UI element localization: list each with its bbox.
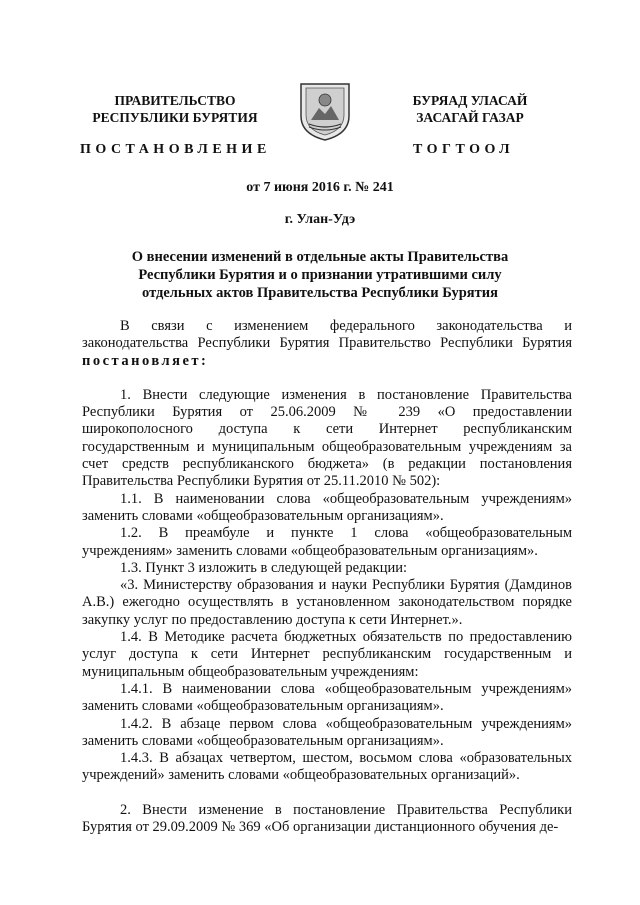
document-title bbox=[100, 248, 540, 302]
clause-2: 2. Внести изменение в постановление Правительства Республики Бурятия от 29.09.2009 № 369 «Об организации дистанционного обучения де- bbox=[82, 801, 572, 836]
clause-1-4: 1.4. В Методике расчета бюджетных обязательств по предоставлению услуг доступа к сети Интернет республиканским государственным и муниципальным общеобразовательным учреждениям: bbox=[82, 629, 572, 680]
coat-of-arms-icon bbox=[297, 80, 353, 142]
clause-1-1: 1.1. В наименовании слова «общеобразовательным учреждениям» заменить словами «общеобразовательным организациям». bbox=[82, 490, 572, 524]
preamble bbox=[82, 318, 572, 370]
clause-1-3: 1.3. Пункт 3 изложить в следующей редакции: bbox=[120, 559, 408, 576]
preamble-text: В связи с изменением федерального законодательства и законодательства Республики Бурятия Правительство Республики Бурятия bbox=[82, 318, 572, 352]
issuer-bua-line2: ЗАСАГАЙ ГАЗАР bbox=[416, 110, 524, 125]
doc-type-ru: ПОСТАНОВЛЕНИЕ bbox=[80, 142, 271, 157]
clause-1-4-1: 1.4.1. В наименовании слова «общеобразовательным учреждениям» заменить словами «общеобразовательным организациям». bbox=[82, 680, 572, 715]
title-line-2: Республики Бурятия и о признании утратившими силу bbox=[138, 267, 502, 283]
issuer-bua-line1: БУРЯАД УЛАСАЙ bbox=[412, 93, 528, 108]
clause-1-3-quote: «3. Министерству образования и науки Республики Бурятия (Дамдинов А.В.) ежегодно осуществлять в установленном законодательством порядке закупку услуг по предоставлению доступа к сети Интернет.». bbox=[82, 577, 572, 628]
clause-1: 1. Внести следующие изменения в постановление Правительства Республики Бурятия от 25.06.2009 № 239 «О предоставлении широкополосного доступа к сети Интернет республиканским государственным и муниципальным общеобразовательным учреждениям за счет средств республиканского бюджета» (в редакции постановления Правительства Республики Бурятия от 25.11.2010 № 502): bbox=[82, 386, 572, 490]
document-body bbox=[82, 318, 572, 836]
title-line-3: отдельных актов Правительства Республики Бурятия bbox=[142, 285, 498, 301]
city: г. Улан-Удэ bbox=[284, 212, 356, 227]
date-number: от 7 июня 2016 г. № 241 bbox=[246, 180, 394, 195]
clause-1-4-2: 1.4.2. В абзаце первом слова «общеобразовательным учреждениям» заменить словами «общеобразовательным организациям». bbox=[82, 715, 572, 749]
issuer-ru-line1: ПРАВИТЕЛЬСТВО bbox=[114, 93, 236, 108]
issuer-bua bbox=[375, 92, 565, 126]
decree-word: постановляет: bbox=[82, 352, 209, 369]
clause-1-4-3: 1.4.3. В абзацах четвертом, шестом, восьмом слова «образовательных учреждений» заменить словами «общеобразовательных организаций». bbox=[82, 750, 572, 784]
issuer-ru bbox=[80, 92, 270, 126]
title-line-1: О внесении изменений в отдельные акты Правительства bbox=[131, 249, 509, 265]
issuer-ru-line2: РЕСПУБЛИКИ БУРЯТИЯ bbox=[92, 110, 258, 125]
doc-type-bua: ТОГТООЛ bbox=[413, 142, 515, 157]
clause-1-2: 1.2. В преамбуле и пункте 1 слова «общеобразовательным учреждениям» заменить словами «общеобразовательным организациям». bbox=[82, 525, 572, 559]
